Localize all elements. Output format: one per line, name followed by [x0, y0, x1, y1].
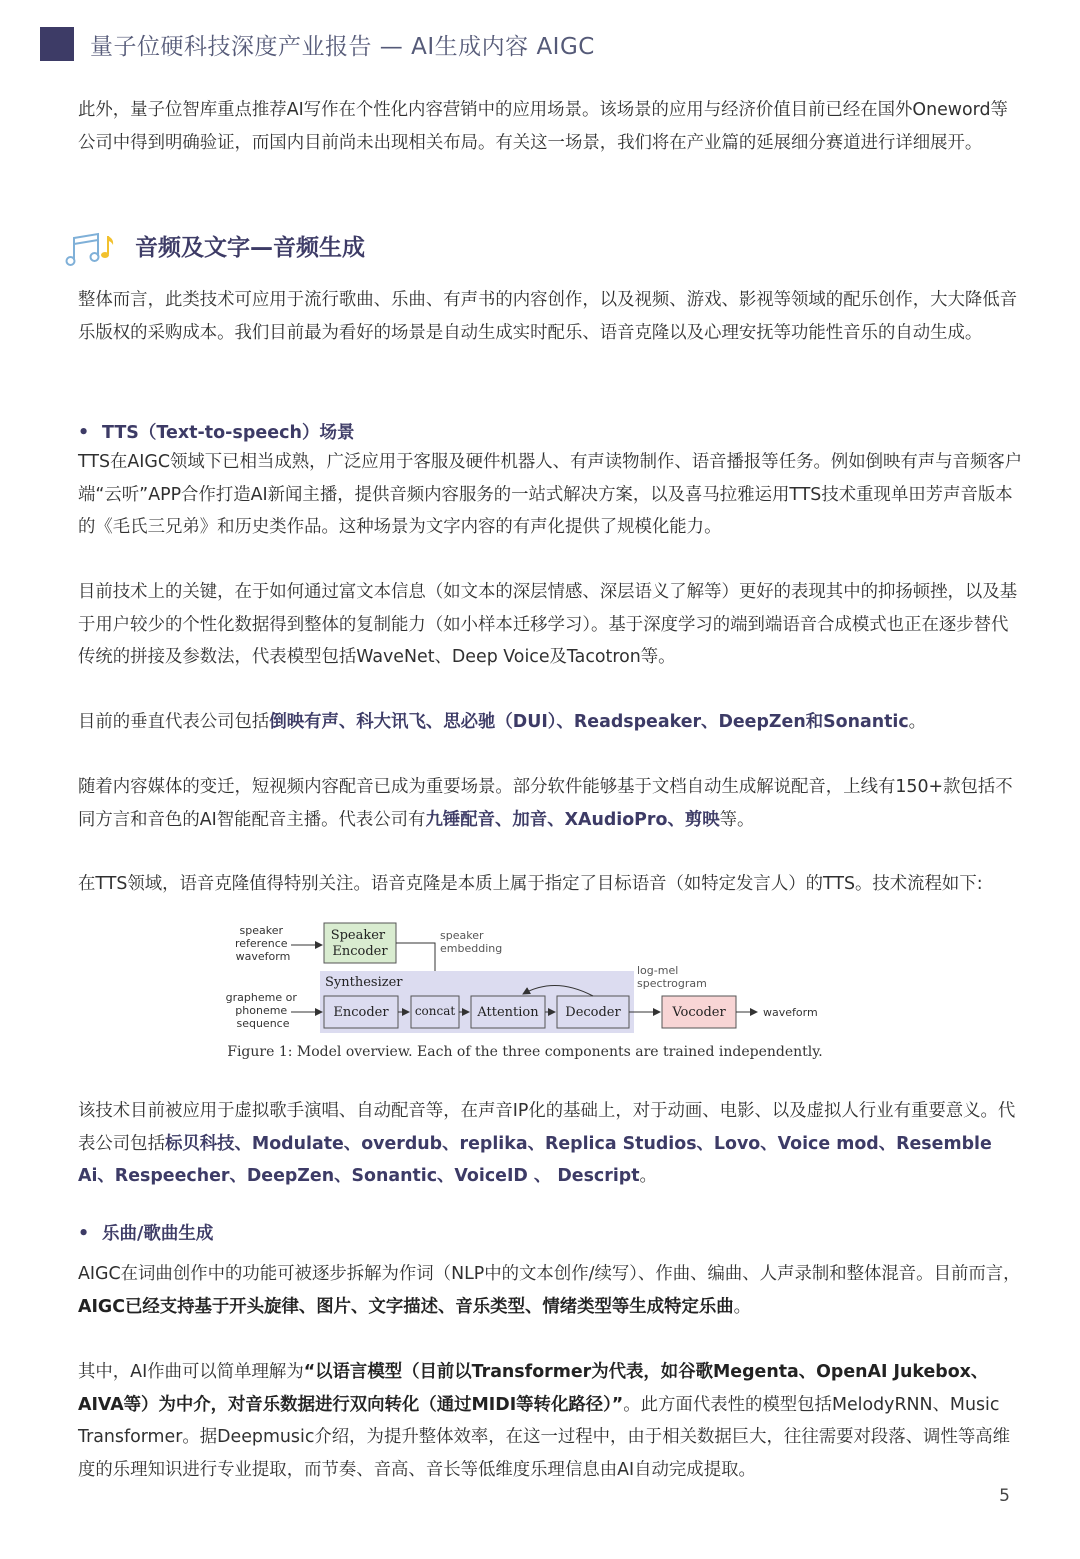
clone-prefix: 该技术目前被应用于虚拟歌手演唱、自动配音等，在声音IP化的基础上，对于动画、电影、以及虚拟人行业有重要意义。代表公司包括 [78, 1101, 1016, 1154]
waveform-output-label: waveform [763, 1006, 818, 1019]
tts-paragraph-5: 在TTS领域，语音克隆值得特别关注。语音克隆是本质上属于指定了目标语音（如特定发言人）的TTS。技术流程如下: [78, 874, 983, 894]
header-logo-square [40, 27, 74, 61]
music-heading-text: 乐曲/歌曲生成 [102, 1224, 214, 1244]
encoder-label: Encoder [333, 1005, 389, 1020]
tts-heading [78, 419, 354, 444]
music-p1-suffix: 。 [733, 1296, 752, 1317]
tts-p3-suffix: 。 [908, 712, 927, 732]
bullet-dot: • [78, 423, 90, 443]
music-paragraph-2 [78, 1356, 1023, 1486]
vocoder-label: Vocoder [672, 1005, 726, 1020]
speaker-ref-label: speaker reference waveform [234, 924, 291, 963]
music-p2-bold: “以语言模型（目前以Transformer为代表，如谷歌Megenta、OpenAI Jukebox、AIVA等）为中介，对音乐数据进行双向转化（通过MIDI等转化路径）” [78, 1362, 989, 1415]
attention-label: Attention [477, 1005, 539, 1020]
tts-paragraph-2: 目前技术上的关键，在于如何通过富文本信息（如文本的深层情感、深层语义了解等）更好的表现其中的抑扬顿挫，以及基于用户较少的个性化数据得到整体的复制能力（如小样本迁移学习）。基于深度学习的端到端语音合成模式也正在逐步替代传统的拼接及参数法，代表模型包括WaveNet、Deep Voice及Tacotron等。 [78, 582, 1018, 667]
tts-p4-suffix: 等。 [719, 809, 755, 830]
tts-heading-text: TTS（Text-to-speech）场景 [102, 423, 355, 443]
overview-paragraph: 整体而言，此类技术可应用于流行歌曲、乐曲、有声书的内容创作，以及视频、游戏、影视等领域的配乐创作，大大降低音乐版权的采购成本。我们目前最为看好的场景是自动生成实时配乐、语音克隆以及心理安抚等功能性音乐的自动生成。 [78, 290, 1018, 343]
section-title: 音频及文字—音频生成 [135, 235, 365, 261]
music-p2-prefix: 其中，AI作曲可以简单理解为 [78, 1362, 304, 1382]
header-title: 量子位硬科技深度产业报告 — AI生成内容 AIGC [90, 34, 595, 60]
music-p1-bold: AIGC已经支持基于开头旋律、图片、文字描述、音乐类型、情绪类型等生成特定乐曲 [78, 1296, 734, 1317]
speaker-encoder-label: Speaker Encoder [330, 928, 388, 959]
tts-paragraph-4 [78, 771, 1023, 836]
synthesizer-label: Synthesizer [325, 975, 403, 990]
tts-p3-prefix: 目前的垂直代表公司包括 [78, 712, 270, 732]
music-heading [78, 1220, 213, 1245]
clone-suffix: 。 [639, 1166, 657, 1186]
concat-label: concat [414, 1004, 456, 1018]
music-notes-icon [64, 230, 122, 270]
page-number: 5 [999, 1486, 1010, 1506]
music-p2-suffix: 。此方面代表性的模型包括MelodyRNN、Music Transformer。据Deepmusic介绍，为提升整体效率，在这一过程中，由于相关数据巨大，往往需要对段落、调性等高维度的乐理知识进行专业提取，而节奏、音高、音长等低维度乐理信息由AI自动完成提取。 [78, 1394, 1011, 1480]
clone-paragraph [78, 1095, 1023, 1193]
decoder-label: Decoder [565, 1005, 621, 1020]
figure-caption: Figure 1: Model overview. Each of the three components are trained independently. [227, 1044, 823, 1060]
voice-clone-diagram [225, 918, 825, 1068]
clone-companies: 标贝科技、Modulate、overdub、replika、Replica Studios、Lovo、Voice mod、Resemble Ai、Respeecher、DeepZen、Sonantic、VoiceID 、 Descript [78, 1133, 992, 1186]
bullet-dot: • [78, 1224, 90, 1244]
intro-paragraph: 此外，量子位智库重点推荐AI写作在个性化内容营销中的应用场景。该场景的应用与经济价值目前已经在国外Oneword等公司中得到明确验证，而国内目前尚未出现相关布局。有关这一场景，我们将在产业篇的延展细分赛道进行详细展开。 [78, 100, 1008, 153]
dubbing-companies: 九锤配音、加音、XAudioPro、剪映 [425, 809, 720, 830]
tts-paragraph-1: TTS在AIGC领域下已相当成熟，广泛应用于客服及硬件机器人、有声读物制作、语音播报等任务。例如倒映有声与音频客户端“云听”APP合作打造AI新闻主播，提供音频内容服务的一站式解决方案，以及喜马拉雅运用TTS技术重现单田芳声音版本的《毛氏三兄弟》和历史类作品。这种场景为文字内容的有声化提供了规模化能力。 [78, 452, 1023, 537]
tts-companies: 倒映有声、科大讯飞、思必驰（DUI）、Readspeaker、DeepZen和Sonantic [269, 712, 909, 732]
log-mel-label: log-mel spectrogram [637, 964, 707, 990]
tts-paragraph-3 [78, 706, 1023, 739]
music-p1-prefix: AIGC在词曲创作中的功能可被逐步拆解为作词（NLP中的文本创作/续写）、作曲、编曲、人声录制和整体混音。目前而言， [78, 1264, 1021, 1284]
grapheme-label: grapheme or phoneme sequence [225, 991, 297, 1030]
speaker-embedding-label: speaker embedding [440, 929, 503, 955]
tts-p4-prefix: 随着内容媒体的变迁，短视频内容配音已成为重要场景。部分软件能够基于文档自动生成解说配音，上线有150+款包括不同方言和音色的AI智能配音主播。代表公司有 [78, 777, 1013, 830]
music-paragraph-1 [78, 1258, 1023, 1323]
